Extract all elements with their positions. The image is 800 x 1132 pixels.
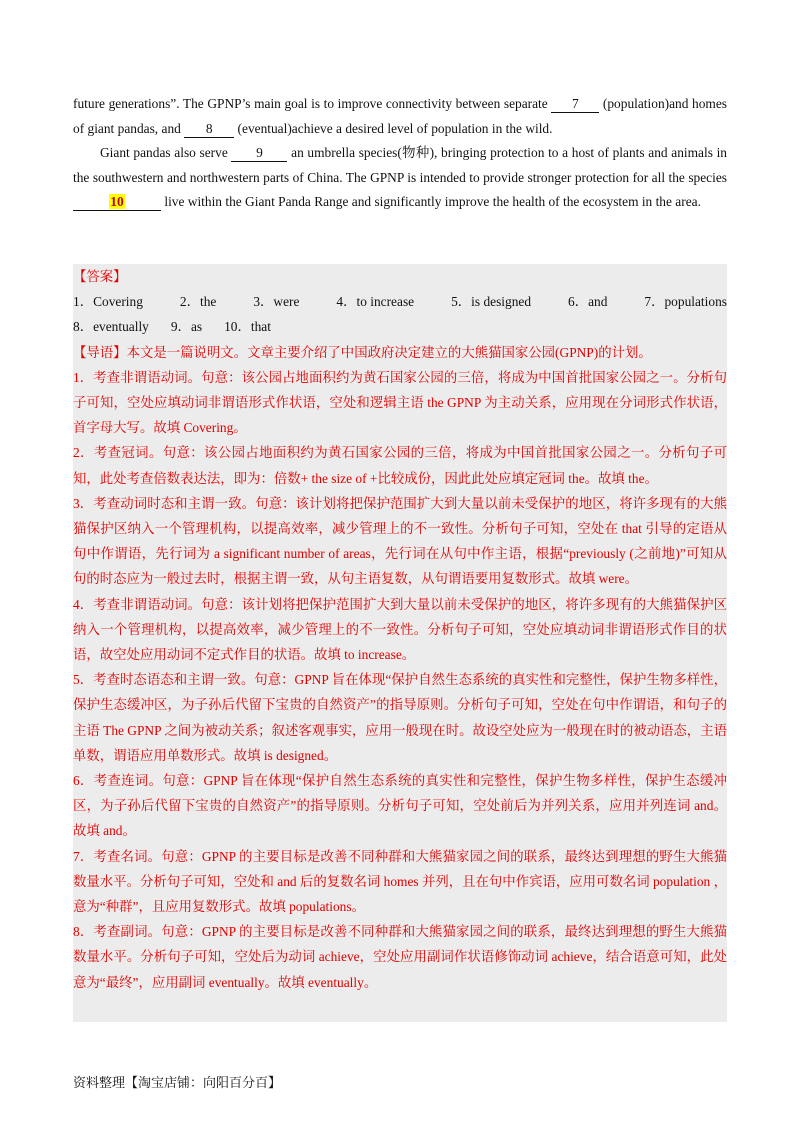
explanation-1: 1．考查非谓语动词。句意：该公园占地面积约为黄石国家公园的三倍，将成为中国首批国家公园之一。分析句子可知，空处应填动词非谓语形式作状语，空处和逻辑主语 the GPNP 为主动关系，应用现在分词形式作状语，首字母大写。故填 Covering。 (73, 369, 727, 436)
explanation-8: 8．考查副词。句意：GPNP 的主要目标是改善不同种群和大熊猫家园之间的联系，最终达到理想的野生大熊猫数量水平。分析句子可知，空处后为动词 achieve，空处应用副词作状语修饰动词 achieve，结合语意可知，此处意为“最终”，应用副词 eventually。故填 eventually。 (73, 924, 727, 990)
answer-item: 1．Covering (73, 294, 143, 310)
page-footer: 资料整理【淘宝店铺：向阳百分百】 (73, 1076, 282, 1091)
explanation-4: 4．考查非谓语动词。句意：该计划将把保护范围扩大到大量以前未受保护的地区，将许多现有的大熊猫保护区纳入一个管理机构，以提高效率，减少管理上的不一致性。分析句子可知，空处应填动词非谓语形式作目的状语，故空处应用动词不定式作目的状语。故填 to increase。 (73, 596, 727, 663)
blank-8: 8 (184, 120, 234, 138)
answer-item: 8．eventually (73, 319, 149, 335)
answer-item: 7．populations (644, 294, 727, 310)
passage-paragraph-2: Giant pandas also serve 9 an umbrella species(物种), bringing protection to a host of plants and animals in the southwestern and northwestern parts of China. The GPNP is intended to provide stronger protection for all the species 10 live within the Giant Panda Range and significantly improve the health of the ecosystem in the area. (73, 145, 727, 210)
explanation-3: 3．考查动词时态和主谓一致。句意：该计划将把保护范围扩大到大量以前未受保护的地区，将许多现有的大熊猫保护区纳入一个管理机构，以提高效率，减少管理上的不一致性。分析句子可知，空处在 that 引导的定语从句中作谓语，先行词为 a significant number of areas，先行词在从句中作主语，根据“previously (之前地)”可知从句的时态应为一般过去时，根据主谓一致，从句主语复数，从句谓语要用复数形式。故填 were。 (73, 495, 727, 587)
blank-7: 7 (551, 95, 599, 113)
answer-section (73, 264, 727, 1022)
answer-list-row-1 (73, 289, 727, 314)
blank-9: 9 (231, 144, 287, 162)
answer-item: 5．is designed (451, 294, 532, 310)
answer-item: 2．the (179, 294, 217, 310)
guide-paragraph (73, 340, 727, 365)
guide-text: 本文是一篇说明文。文章主要介绍了中国政府决定建立的大熊猫国家公园(GPNP)的计划。 (126, 344, 652, 360)
blank-10 (73, 193, 161, 211)
answer-header: 【答案】 (73, 269, 127, 284)
answer-item: 4．to increase (336, 294, 415, 310)
answer-item: 6．and (568, 294, 608, 310)
answer-item: 3．were (253, 294, 300, 310)
explanation-2: 2．考查冠词。句意：该公园占地面积约为黄石国家公园的三倍，将成为中国首批国家公园之一。分析句子可知，此处考查倍数表达法，即为：倍数+ the size of +比较成份，因此此处应填定冠词 the。故填 the。 (73, 445, 727, 486)
answer-item: 9．as (170, 319, 203, 335)
answer-list-row-2 (73, 314, 727, 339)
explanation-7: 7．考查名词。句意：GPNP 的主要目标是改善不同种群和大熊猫家园之间的联系，最终达到理想的野生大熊猫数量水平。分析句子可知，空处和 and 后的复数名词 homes 并列，且在句中作宾语，应用可数名词 population ，意为“种群”，且应用复数形式。故填 populations。 (73, 848, 727, 915)
blank-10-highlight: 10 (110, 194, 124, 210)
guide-label: 【导语】 (73, 344, 127, 360)
reading-passage (73, 92, 727, 215)
explanation-5: 5．考查时态语态和主谓一致。句意：GPNP 旨在体现“保护自然生态系统的真实性和完整性，保护生物多样性，保护生态缓冲区，为子孙后代留下宝贵的自然资产”的指导原则。分析句子可知，空处在句中作谓语，和句子的主语 The GPNP 之间为被动关系；叙述客观事实，应用一般现在时。故设空处应为一般现在时的被动语态，主语单数，谓语应用单数形式。故填 is designed。 (73, 672, 727, 763)
explanation-6: 6．考查连词。句意：GPNP 旨在体现“保护自然生态系统的真实性和完整性，保护生物多样性，保护生态缓冲区，为子孙后代留下宝贵的自然资产”的指导原则。分析句子可知，空处前后为并列关系，应用并列连词 and。故填 and。 (73, 773, 727, 839)
answer-item: 10．that (224, 319, 271, 335)
passage-paragraph-1: future generations”. The GPNP’s main goal is to improve connectivity between separate 7 (population)and homes of giant pandas, and 8 (eventual)achieve a desired level of population in the wild. (73, 96, 727, 136)
